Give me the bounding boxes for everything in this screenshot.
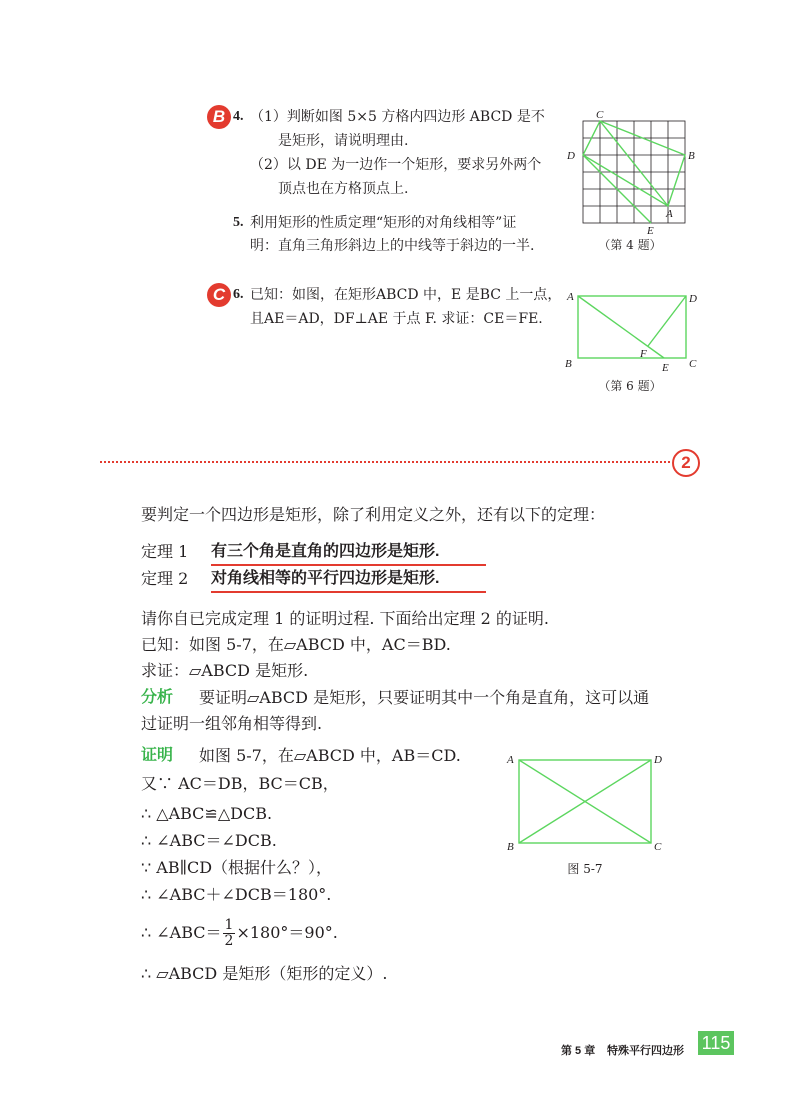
theorem-1-underline xyxy=(211,564,486,566)
fig6-label-f: F xyxy=(640,348,647,360)
theorem-2-text: 对角线相等的平行四边形是矩形. xyxy=(211,570,440,587)
exercise-4-number: 4. xyxy=(233,109,244,124)
fig4-label-c: C xyxy=(596,109,604,121)
footer-chapter-title: 特殊平行四边形 xyxy=(607,1045,684,1057)
fig6-label-d: D xyxy=(689,293,697,305)
proof-line1: 又∵ AC＝DB，BC＝CB， xyxy=(141,774,339,793)
exercise-4-line2: 是矩形，请说明理由. xyxy=(278,133,409,149)
level-c-badge: C xyxy=(207,283,231,307)
exercise-6-number: 6. xyxy=(233,287,244,302)
fig4-label-b: B xyxy=(688,150,695,162)
proof-line5: ∴ ∠ABC＋∠DCB＝180°. xyxy=(141,885,332,904)
exercise-5-line1: 利用矩形的性质定理“矩形的对角线相等”证 xyxy=(250,215,517,231)
exercise-5-line2: 明：直角三角形斜边上的中线等于斜边的一半. xyxy=(250,238,535,254)
exercise-4-grid-figure xyxy=(560,105,700,235)
theorem-1-label: 定理 1 xyxy=(141,542,189,561)
analysis-line2: 过证明一组邻角相等得到. xyxy=(141,714,323,733)
fig4-label-e: E xyxy=(647,225,654,235)
section-number-marker: 2 xyxy=(672,449,700,477)
proof-line6-pre: ∴ ∠ABC＝ xyxy=(141,923,222,942)
exercise-4-line4: 顶点也在方格顶点上. xyxy=(278,181,409,197)
theorem-2-label: 定理 2 xyxy=(141,569,189,588)
fig4-label-d: D xyxy=(567,150,575,162)
analysis-line1: 要证明▱ABCD 是矩形，只要证明其中一个角是直角，这可以通 xyxy=(199,688,650,707)
intro-text: 要判定一个四边形是矩形，除了利用定义之外，还有以下的定理： xyxy=(141,505,606,524)
fig6-label-a: A xyxy=(567,291,574,303)
to-prove-text: 求证：▱ABCD 是矩形. xyxy=(141,661,309,680)
theorem-1-text: 有三个角是直角的四边形是矩形. xyxy=(211,543,440,560)
figure-5-7 xyxy=(500,748,675,858)
analysis-label: 分析 xyxy=(141,689,174,706)
proof-line2: ∴ △ABC≌△DCB. xyxy=(141,804,273,823)
proof-line6 xyxy=(141,913,338,953)
fig57-label-b: B xyxy=(507,841,514,853)
section-divider xyxy=(100,461,670,463)
fig6-label-b: B xyxy=(565,358,572,370)
exercise-4-line3: （2）以 DE 为一边作一个矩形，要求另外两个 xyxy=(250,157,542,173)
fig4-label-a: A xyxy=(666,208,673,220)
prove-hint-text: 请你自已完成定理 1 的证明过程. 下面给出定理 2 的证明. xyxy=(141,609,549,628)
fig57-label-d: D xyxy=(654,754,662,766)
fig6-label-c: C xyxy=(689,358,697,370)
fig6-label-e: E xyxy=(662,362,669,374)
proof-line6-post: ×180°＝90°. xyxy=(236,923,338,942)
exercise-5-number: 5. xyxy=(233,215,244,230)
fraction-denominator: 2 xyxy=(224,932,234,949)
proof-line4: ∵ AB∥CD（根据什么？）， xyxy=(141,858,333,877)
level-b-badge: B xyxy=(207,105,231,129)
fraction-numerator: 1 xyxy=(224,916,234,933)
proof-line3: ∴ ∠ABC＝∠DCB. xyxy=(141,831,277,850)
fig57-label-c: C xyxy=(654,841,662,853)
footer-chapter: 第 5 章 xyxy=(561,1045,596,1057)
exercise-6-line2: 且AE＝AD，DF⊥AE 于点 F. 求证：CE＝FE. xyxy=(250,311,543,327)
fig57-label-a: A xyxy=(507,754,514,766)
proof-line7: ∴ ▱ABCD 是矩形（矩形的定义）. xyxy=(141,964,388,983)
proof-label: 证明 xyxy=(141,747,174,764)
exercise-6-line1: 已知：如图，在矩形ABCD 中，E 是BC 上一点， xyxy=(250,287,562,303)
figure-6-caption: （第 6 题） xyxy=(598,379,662,393)
figure-5-7-caption: 图 5-7 xyxy=(567,862,603,876)
fraction-one-half xyxy=(223,918,236,949)
figure-4-caption: （第 4 题） xyxy=(598,238,662,252)
exercise-4-line1: （1）判断如图 5×5 方格内四边形 ABCD 是不 xyxy=(250,109,545,125)
given-text: 已知：如图 5-7，在▱ABCD 中，AC＝BD. xyxy=(141,635,451,654)
proof-line0: 如图 5-7，在▱ABCD 中，AB＝CD. xyxy=(199,746,461,765)
page-number: 115 xyxy=(698,1031,734,1055)
theorem-2-underline xyxy=(211,591,486,593)
exercise-6-rect-figure xyxy=(560,284,710,379)
